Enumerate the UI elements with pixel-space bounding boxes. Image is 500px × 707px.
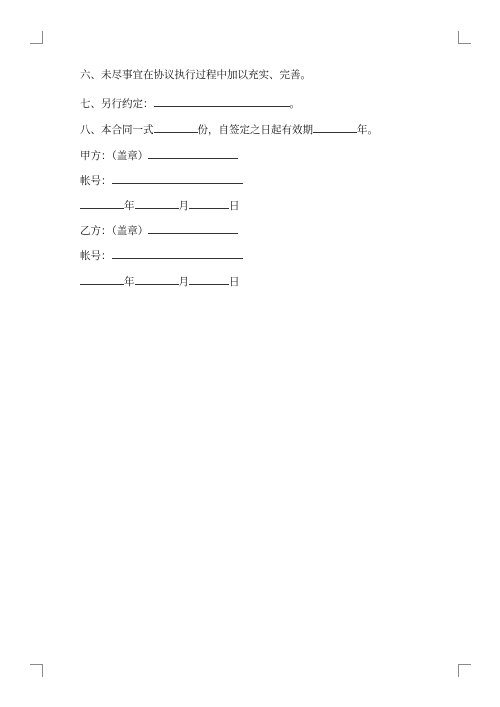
- party-b-month-label: 月: [178, 276, 189, 288]
- clause-eight-middle: 份，自签定之日起有效期: [197, 124, 313, 136]
- clause-seven: [80, 95, 300, 111]
- party-b-year-blank: [80, 273, 124, 285]
- clause-eight-suffix: 年。: [357, 124, 378, 136]
- party-a-year-label: 年: [124, 200, 135, 212]
- party-a-account-line: [80, 172, 243, 188]
- party-a-seal-blank: [148, 147, 238, 159]
- party-a-day-label: 日: [229, 200, 240, 212]
- clause-eight-prefix: 八、本合同一式: [80, 124, 154, 136]
- other-agreement-blank: [154, 95, 290, 107]
- clause-seven-prefix: 七、另行约定：: [80, 98, 154, 110]
- party-b-seal-blank: [148, 222, 238, 234]
- party-a-day-blank: [189, 197, 229, 209]
- validity-years-blank: [313, 121, 357, 133]
- party-a-label: 甲方：（盖章）: [80, 150, 149, 162]
- party-a-month-label: 月: [178, 200, 189, 212]
- party-b-day-label: 日: [229, 276, 240, 288]
- crop-mark-top-left: [30, 31, 43, 44]
- party-a-account-blank: [112, 172, 243, 184]
- party-b-seal-line: [80, 222, 238, 238]
- copies-count-blank: [154, 121, 198, 133]
- clause-six: [80, 68, 311, 82]
- party-b-day-blank: [189, 273, 229, 285]
- clause-six-text: 六、未尽事宜在协议执行过程中加以充实、完善。: [80, 69, 311, 81]
- party-a-seal-line: [80, 147, 238, 163]
- clause-eight: [80, 121, 378, 137]
- party-a-date-line: [80, 197, 240, 213]
- party-a-year-blank: [80, 197, 124, 209]
- crop-mark-top-right: [458, 31, 471, 44]
- party-b-account-blank: [112, 247, 243, 259]
- party-b-date-line: [80, 273, 240, 289]
- crop-mark-bottom-right: [458, 664, 471, 677]
- party-a-month-blank: [135, 197, 179, 209]
- crop-mark-bottom-left: [30, 664, 43, 677]
- party-b-account-label: 帐号：: [80, 250, 112, 262]
- party-b-account-line: [80, 247, 243, 263]
- party-b-label: 乙方：（盖章）: [80, 225, 149, 237]
- party-a-account-label: 帐号：: [80, 175, 112, 187]
- clause-seven-suffix: 。: [289, 98, 300, 110]
- party-b-year-label: 年: [124, 276, 135, 288]
- party-b-month-blank: [135, 273, 179, 285]
